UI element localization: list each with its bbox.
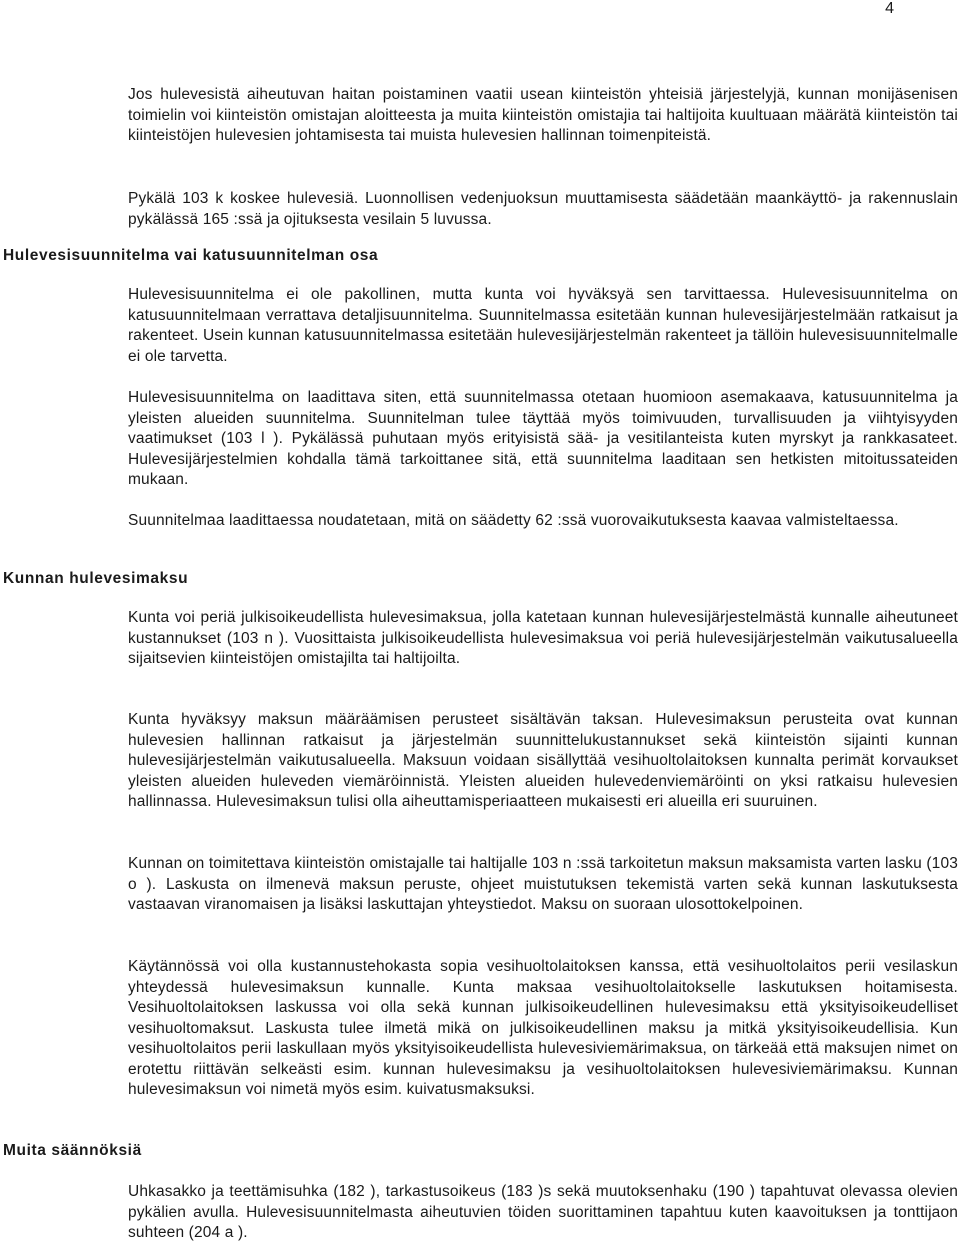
section2-paragraph-3: Kunnan on toimitettava kiinteistön omistajalle tai haltijalle 103 n :ssä tarkoitetun maksun maksamista varten lasku (103 o ). Laskusta on ilmenevä maksun peruste, ohjeet muistutuksen tekemistä varten sekä kunnan laskutuksesta vastaavan viranomaisen ja lisäksi laskuttajan yhteystiedot. Maksu on suoraan ulosottokelpoinen.	[128, 855, 958, 913]
section-heading-muita-saannoksia: Muita säännöksiä	[3, 1142, 142, 1159]
section-heading-hulevesimaksu: Kunnan hulevesimaksu	[3, 570, 189, 587]
section1-paragraph-1: Hulevesisuunnitelma ei ole pakollinen, mutta kunta voi hyväksyä sen tarvittaessa. Hulevesisuunnitelma on katusuunnitelmaan verrattava detaljisuunnitelma. Suunnitelmassa esitetään kunnan hulevesijärjestelmään ratkaisut ja rakenteet. Usein kunnan katusuunnitelmassa esitetään hulevesijärjestelmän rakenteet ja tällöin hulevesisuunnitelmalle ei ole tarvetta.	[128, 286, 958, 365]
section-heading-hulevesisuunnitelma: Hulevesisuunnitelma vai katusuunnitelman osa	[3, 247, 379, 264]
section2-paragraph-1: Kunta voi periä julkisoikeudellista hulevesimaksua, jolla katetaan kunnan hulevesijärjestelmästä kunnalle aiheutuneet kustannukset (103 n ). Vuosittaista julkisoikeudellista hulevesimaksua voi periä hulevesijärjestelmän vaikutusalueella sijaitsevien kiinteistöjen omistajilta tai haltijoilta.	[128, 609, 958, 667]
intro-paragraph-2: Pykälä 103 k koskee hulevesiä. Luonnollisen vedenjuoksun muuttamisesta säädetään maankäyttö- ja rakennuslain pykälässä 165 :ssä ja ojituksesta vesilain 5 luvussa.	[128, 190, 958, 228]
section2-paragraph-4: Käytännössä voi olla kustannustehokasta sopia vesihuoltolaitoksen kanssa, että vesihuoltolaitos perii vesilaskun yhteydessä hulevesimaksun kunnalle. Kunta maksaa vesihuoltolaitokselle laskutuksen hoitamisesta. Vesihuoltolaitoksen laskussa voi olla sekä kunnan julkisoikeudellinen hulevesimaksu että yksityisoikeudelliset vesihuoltomaksut. Laskusta tulee ilmetä mikä on julkisoikeudellinen maksu ja mitkä yksityisoikeudellisia. Kun vesihuoltolaitos perii laskullaan myös yksityisoikeudellista hulevesiviemärimaksua, on tärkeää että maksujen nimet on erotettu riittävän selkeästi esim. kunnan hulevesimaksu ja vesihuoltolaitoksen hulevesiviemärimaksu. Kunnan hulevesimaksun voi nimetä myös esim. kuivatusmaksuksi.	[128, 958, 958, 1098]
section1-paragraph-2: Hulevesisuunnitelma on laadittava siten, että suunnitelmassa otetaan huomioon asemakaava, katusuunnitelma ja yleisten alueiden suunnitelma. Suunnitelman tulee täyttää myös toimivuuden, turvallisuuden ja viihtyisyyden vaatimukset (103 l ). Pykälässä puhutaan myös erityisistä sää- ja vesitilanteista kuten myrskyt ja rankkasateet. Hulevesijärjestelmien kohdalla tämä tarkoittanee sitä, että suunnitelma laaditaan sen hetkisten mitoitussateiden mukaan.	[128, 389, 958, 488]
section3-paragraph-1: Uhkasakko ja teettämisuhka (182 ), tarkastusoikeus (183 )s sekä muutoksenhaku (190 ) tapahtuvat olevassa olevien pykälien avulla. Hulevesisuunnitelmasta aiheutuvien töiden suorittaminen tapahtuu kuten kaavoituksen ja tonttijaon suhteen (204 a ).	[128, 1183, 958, 1241]
section2-paragraph-2: Kunta hyväksyy maksun määräämisen perusteet sisältävän taksan. Hulevesimaksun perusteita ovat kunnan hulevesien hallinnan ratkaisut ja järjestelmän suunnittelukustannukset sekä kiinteistön sijainti kunnan hulevesijärjestelmän vaikutusalueella. Maksuun voidaan sisällyttää vesihuoltolaitoksen kunnalta perimät korvaukset yleisten alueiden huleveden viemäröinnistä. Yleisten alueiden hulevedenviemäröinti on yksi ratkaisu hulevesien hallinnassa. Hulevesimaksun tulisi olla aiheuttamisperiaatteen mukaisesti eri alueilla eri suuruinen.	[128, 711, 958, 810]
page-number: 4	[885, 0, 894, 17]
section1-paragraph-3: Suunnitelmaa laadittaessa noudatetaan, mitä on säädetty 62 :ssä vuorovaikutuksesta kaavaa valmisteltaessa.	[128, 512, 899, 529]
intro-paragraph-1: Jos hulevesistä aiheutuvan haitan poistaminen vaatii usean kiinteistön yhteisiä järjestelyjä, kunnan monijäsenisen toimielin voi kiinteistön omistajan aloitteesta ja muita kiinteistön omistajia tai haltijoita kuultuaan määrätä kiinteistön tai kiinteistöjen hulevesien johtamisesta tai muista hulevesien hallinnan toimenpiteistä.	[128, 86, 958, 144]
